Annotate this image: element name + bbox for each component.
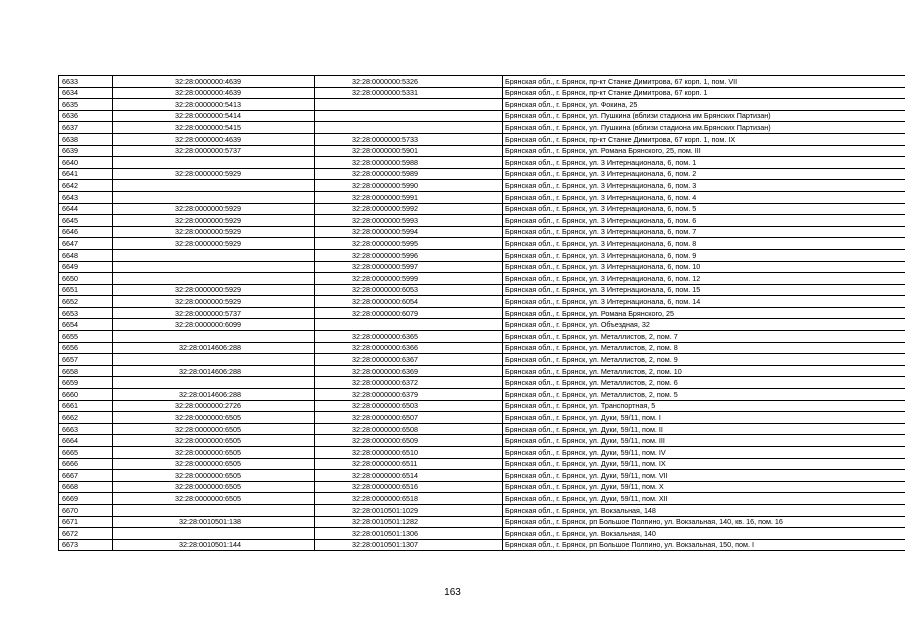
address-cell: Брянская обл., г. Брянск, ул. 3 Интернационала, 6, пом. 7 xyxy=(503,226,905,238)
parent-cadastral-number-cell: 32:28:0000000:6505 xyxy=(113,412,315,424)
table-row xyxy=(59,365,905,377)
address-cell: Брянская обл., г. Брянск, ул. Объездная, 32 xyxy=(503,319,905,331)
row-number-cell: 6653 xyxy=(59,307,113,319)
row-number-cell: 6666 xyxy=(59,458,113,470)
address-cell: Брянская обл., г. Брянск, ул. 3 Интернационала, 6, пом. 9 xyxy=(503,249,905,261)
parent-cadastral-number-cell: 32:28:0000000:6505 xyxy=(113,458,315,470)
cadastral-number-cell: 32:28:0000000:5331 xyxy=(315,87,503,99)
table-row xyxy=(59,180,905,192)
row-number-cell: 6638 xyxy=(59,133,113,145)
cadastral-number-cell: 32:28:0000000:5992 xyxy=(315,203,503,215)
cadastral-number-cell: 32:28:0000000:6518 xyxy=(315,493,503,505)
table-row xyxy=(59,354,905,366)
row-number-cell: 6667 xyxy=(59,470,113,482)
parent-cadastral-number-cell: 32:28:0000000:6505 xyxy=(113,447,315,459)
address-cell: Брянская обл., г. Брянск, ул. 3 Интернационала, 6, пом. 4 xyxy=(503,191,905,203)
address-cell: Брянская обл., г. Брянск, ул. Металлистов, 2, пом. 7 xyxy=(503,331,905,343)
address-cell: Брянская обл., г. Брянск, пр-кт Станке Димитрова, 67 корп. 1, пом. VII xyxy=(503,76,905,88)
cadastral-number-cell: 32:28:0000000:6079 xyxy=(315,307,503,319)
row-number-cell: 6657 xyxy=(59,354,113,366)
address-cell: Брянская обл., г. Брянск, ул. Дуки, 59/11, пом. III xyxy=(503,435,905,447)
parent-cadastral-number-cell: 32:28:0000000:4639 xyxy=(113,133,315,145)
address-cell: Брянская обл., г. Брянск, ул. Металлистов, 2, пом. 9 xyxy=(503,354,905,366)
row-number-cell: 6644 xyxy=(59,203,113,215)
parent-cadastral-number-cell: 32:28:0000000:6505 xyxy=(113,493,315,505)
address-cell: Брянская обл., г. Брянск, ул. Дуки, 59/11, пом. VII xyxy=(503,470,905,482)
cadastral-number-cell: 32:28:0000000:5990 xyxy=(315,180,503,192)
row-number-cell: 6651 xyxy=(59,284,113,296)
address-cell: Брянская обл., г. Брянск, ул. Пушкина (вблизи стадиона им.Брянских Партизан) xyxy=(503,122,905,134)
address-cell: Брянская обл., г. Брянск, ул. Вокзальная, 140 xyxy=(503,528,905,540)
cadastral-number-cell: 32:28:0000000:6372 xyxy=(315,377,503,389)
cadastral-registry-table xyxy=(58,75,905,551)
row-number-cell: 6658 xyxy=(59,365,113,377)
cadastral-number-cell: 32:28:0000000:6508 xyxy=(315,423,503,435)
cadastral-number-cell: 32:28:0000000:6366 xyxy=(315,342,503,354)
cadastral-number-cell: 32:28:0000000:5733 xyxy=(315,133,503,145)
cadastral-number-cell: 32:28:0000000:6367 xyxy=(315,354,503,366)
parent-cadastral-number-cell: 32:28:0010501:138 xyxy=(113,516,315,528)
address-cell: Брянская обл., г. Брянск, ул. Дуки, 59/11, пом. X xyxy=(503,481,905,493)
address-cell: Брянская обл., г. Брянск, ул. 3 Интернационала, 6, пом. 3 xyxy=(503,180,905,192)
cadastral-number-cell: 32:28:0000000:5991 xyxy=(315,191,503,203)
row-number-cell: 6639 xyxy=(59,145,113,157)
parent-cadastral-number-cell: 32:28:0000000:5929 xyxy=(113,168,315,180)
table-row xyxy=(59,87,905,99)
row-number-cell: 6654 xyxy=(59,319,113,331)
address-cell: Брянская обл., г. Брянск, ул. Металлистов, 2, пом. 5 xyxy=(503,389,905,401)
address-cell: Брянская обл., г. Брянск, ул. Дуки, 59/11, пом. XII xyxy=(503,493,905,505)
address-cell: Брянская обл., г. Брянск, ул. Транспортная, 5 xyxy=(503,400,905,412)
row-number-cell: 6648 xyxy=(59,249,113,261)
parent-cadastral-number-cell: 32:28:0000000:5929 xyxy=(113,238,315,250)
parent-cadastral-number-cell: 32:28:0000000:2726 xyxy=(113,400,315,412)
row-number-cell: 6645 xyxy=(59,215,113,227)
address-cell: Брянская обл., г. Брянск, ул. 3 Интернационала, 6, пом. 15 xyxy=(503,284,905,296)
cadastral-number-cell xyxy=(315,319,503,331)
table-row xyxy=(59,504,905,516)
cadastral-number-cell: 32:28:0010501:1282 xyxy=(315,516,503,528)
row-number-cell: 6668 xyxy=(59,481,113,493)
cadastral-number-cell: 32:28:0000000:5989 xyxy=(315,168,503,180)
table-row xyxy=(59,412,905,424)
row-number-cell: 6640 xyxy=(59,157,113,169)
cadastral-number-cell: 32:28:0000000:5999 xyxy=(315,273,503,285)
table-row xyxy=(59,99,905,111)
parent-cadastral-number-cell: 32:28:0000000:5737 xyxy=(113,145,315,157)
address-cell: Брянская обл., г. Брянск, ул. 3 Интернационала, 6, пом. 5 xyxy=(503,203,905,215)
parent-cadastral-number-cell: 32:28:0000000:6505 xyxy=(113,435,315,447)
address-cell: Брянская обл., г. Брянск, ул. Металлистов, 2, пом. 8 xyxy=(503,342,905,354)
row-number-cell: 6663 xyxy=(59,423,113,435)
table-row xyxy=(59,168,905,180)
parent-cadastral-number-cell: 32:28:0000000:5929 xyxy=(113,284,315,296)
table-row xyxy=(59,76,905,88)
address-cell: Брянская обл., г. Брянск, ул. 3 Интернационала, 6, пом. 14 xyxy=(503,296,905,308)
parent-cadastral-number-cell: 32:28:0000000:5415 xyxy=(113,122,315,134)
table-row xyxy=(59,423,905,435)
cadastral-number-cell: 32:28:0000000:6054 xyxy=(315,296,503,308)
table-row xyxy=(59,273,905,285)
parent-cadastral-number-cell xyxy=(113,249,315,261)
parent-cadastral-number-cell: 32:28:0000000:5737 xyxy=(113,307,315,319)
address-cell: Брянская обл., г. Брянск, ул. 3 Интернационала, 6, пом. 10 xyxy=(503,261,905,273)
row-number-cell: 6643 xyxy=(59,191,113,203)
parent-cadastral-number-cell: 32:28:0014606:288 xyxy=(113,389,315,401)
row-number-cell: 6665 xyxy=(59,447,113,459)
address-cell: Брянская обл., г. Брянск, ул. Дуки, 59/11, пом. II xyxy=(503,423,905,435)
row-number-cell: 6660 xyxy=(59,389,113,401)
parent-cadastral-number-cell: 32:28:0000000:4639 xyxy=(113,87,315,99)
table-row xyxy=(59,470,905,482)
table-row xyxy=(59,331,905,343)
table-row xyxy=(59,458,905,470)
row-number-cell: 6642 xyxy=(59,180,113,192)
table-row xyxy=(59,400,905,412)
parent-cadastral-number-cell: 32:28:0000000:6505 xyxy=(113,423,315,435)
parent-cadastral-number-cell: 32:28:0010501:144 xyxy=(113,539,315,551)
table-row xyxy=(59,539,905,551)
parent-cadastral-number-cell: 32:28:0000000:6099 xyxy=(113,319,315,331)
cadastral-number-cell: 32:28:0000000:6511 xyxy=(315,458,503,470)
address-cell: Брянская обл., г. Брянск, ул. Романа Брянского, 25 xyxy=(503,307,905,319)
table-row xyxy=(59,145,905,157)
parent-cadastral-number-cell xyxy=(113,273,315,285)
cadastral-number-cell: 32:28:0000000:6503 xyxy=(315,400,503,412)
cadastral-number-cell: 32:28:0000000:6516 xyxy=(315,481,503,493)
row-number-cell: 6659 xyxy=(59,377,113,389)
row-number-cell: 6641 xyxy=(59,168,113,180)
table-row xyxy=(59,191,905,203)
address-cell: Брянская обл., г. Брянск, ул. Дуки, 59/11, пом. IX xyxy=(503,458,905,470)
cadastral-number-cell: 32:28:0000000:5326 xyxy=(315,76,503,88)
table-row xyxy=(59,238,905,250)
parent-cadastral-number-cell xyxy=(113,528,315,540)
row-number-cell: 6669 xyxy=(59,493,113,505)
row-number-cell: 6647 xyxy=(59,238,113,250)
parent-cadastral-number-cell: 32:28:0000000:6505 xyxy=(113,481,315,493)
table-row xyxy=(59,516,905,528)
parent-cadastral-number-cell xyxy=(113,377,315,389)
table-row xyxy=(59,226,905,238)
cadastral-number-cell: 32:28:0010501:1307 xyxy=(315,539,503,551)
row-number-cell: 6664 xyxy=(59,435,113,447)
table-row xyxy=(59,481,905,493)
row-number-cell: 6652 xyxy=(59,296,113,308)
row-number-cell: 6662 xyxy=(59,412,113,424)
address-cell: Брянская обл., г. Брянск, ул. Пушкина (вблизи стадиона им Брянских Партизан) xyxy=(503,110,905,122)
row-number-cell: 6661 xyxy=(59,400,113,412)
cadastral-number-cell xyxy=(315,110,503,122)
address-cell: Брянская обл., г. Брянск, пр-кт Станке Димитрова, 67 корп. 1 xyxy=(503,87,905,99)
address-cell: Брянская обл., г. Брянск, ул. Металлистов, 2, пом. 6 xyxy=(503,377,905,389)
table-row xyxy=(59,342,905,354)
parent-cadastral-number-cell xyxy=(113,354,315,366)
address-cell: Брянская обл., г. Брянск, пр-кт Станке Димитрова, 67 корп. 1, пом. IX xyxy=(503,133,905,145)
address-cell: Брянская обл., г. Брянск, ул. 3 Интернационала, 6, пом. 1 xyxy=(503,157,905,169)
cadastral-number-cell: 32:28:0000000:6510 xyxy=(315,447,503,459)
table-row xyxy=(59,528,905,540)
page-number: 163 xyxy=(444,587,461,598)
row-number-cell: 6655 xyxy=(59,331,113,343)
address-cell: Брянская обл., г. Брянск, ул. 3 Интернационала, 6, пом. 6 xyxy=(503,215,905,227)
cadastral-number-cell: 32:28:0000000:6053 xyxy=(315,284,503,296)
row-number-cell: 6672 xyxy=(59,528,113,540)
parent-cadastral-number-cell: 32:28:0000000:5929 xyxy=(113,203,315,215)
cadastral-number-cell: 32:28:0010501:1306 xyxy=(315,528,503,540)
parent-cadastral-number-cell xyxy=(113,180,315,192)
row-number-cell: 6637 xyxy=(59,122,113,134)
parent-cadastral-number-cell: 32:28:0000000:5929 xyxy=(113,215,315,227)
table-row xyxy=(59,447,905,459)
table-row xyxy=(59,249,905,261)
cadastral-number-cell: 32:28:0010501:1029 xyxy=(315,504,503,516)
parent-cadastral-number-cell: 32:28:0000000:4639 xyxy=(113,76,315,88)
address-cell: Брянская обл., г. Брянск, ул. Металлистов, 2, пом. 10 xyxy=(503,365,905,377)
table-row xyxy=(59,307,905,319)
parent-cadastral-number-cell: 32:28:0014606:288 xyxy=(113,342,315,354)
cadastral-number-cell: 32:28:0000000:6509 xyxy=(315,435,503,447)
row-number-cell: 6636 xyxy=(59,110,113,122)
table-row xyxy=(59,389,905,401)
table-row xyxy=(59,319,905,331)
table-row xyxy=(59,122,905,134)
cadastral-number-cell: 32:28:0000000:5996 xyxy=(315,249,503,261)
table-row xyxy=(59,435,905,447)
address-cell: Брянская обл., г. Брянск, ул. Вокзальная, 148 xyxy=(503,504,905,516)
row-number-cell: 6649 xyxy=(59,261,113,273)
cadastral-number-cell: 32:28:0000000:5997 xyxy=(315,261,503,273)
address-cell: Брянская обл., г. Брянск, ул. 3 Интернационала, 6, пом. 12 xyxy=(503,273,905,285)
parent-cadastral-number-cell: 32:28:0000000:5414 xyxy=(113,110,315,122)
parent-cadastral-number-cell: 32:28:0014606:288 xyxy=(113,365,315,377)
table-row xyxy=(59,203,905,215)
cadastral-number-cell: 32:28:0000000:6379 xyxy=(315,389,503,401)
cadastral-number-cell: 32:28:0000000:6369 xyxy=(315,365,503,377)
table-row xyxy=(59,215,905,227)
parent-cadastral-number-cell: 32:28:0000000:5929 xyxy=(113,226,315,238)
address-cell: Брянская обл., г. Брянск, ул. Дуки, 59/11, пом. IV xyxy=(503,447,905,459)
table-row xyxy=(59,284,905,296)
row-number-cell: 6650 xyxy=(59,273,113,285)
address-cell: Брянская обл., г. Брянск, ул. Фокина, 25 xyxy=(503,99,905,111)
row-number-cell: 6670 xyxy=(59,504,113,516)
row-number-cell: 6673 xyxy=(59,539,113,551)
parent-cadastral-number-cell xyxy=(113,504,315,516)
row-number-cell: 6634 xyxy=(59,87,113,99)
row-number-cell: 6646 xyxy=(59,226,113,238)
address-cell: Брянская обл., г. Брянск, ул. 3 Интернационала, 6, пом. 2 xyxy=(503,168,905,180)
cadastral-number-cell: 32:28:0000000:5994 xyxy=(315,226,503,238)
address-cell: Брянская обл., г. Брянск, ул. Дуки, 59/11, пом. I xyxy=(503,412,905,424)
parent-cadastral-number-cell: 32:28:0000000:5929 xyxy=(113,296,315,308)
table-row xyxy=(59,157,905,169)
cadastral-number-cell: 32:28:0000000:6507 xyxy=(315,412,503,424)
row-number-cell: 6656 xyxy=(59,342,113,354)
cadastral-number-cell xyxy=(315,122,503,134)
row-number-cell: 6671 xyxy=(59,516,113,528)
registry-table-body xyxy=(59,76,905,551)
table-row xyxy=(59,377,905,389)
address-cell: Брянская обл., г. Брянск, ул. Романа Брянского, 25, пом. III xyxy=(503,145,905,157)
address-cell: Брянская обл., г. Брянск, ул. 3 Интернационала, 6, пом. 8 xyxy=(503,238,905,250)
parent-cadastral-number-cell xyxy=(113,191,315,203)
cadastral-number-cell: 32:28:0000000:5901 xyxy=(315,145,503,157)
row-number-cell: 6635 xyxy=(59,99,113,111)
parent-cadastral-number-cell: 32:28:0000000:5413 xyxy=(113,99,315,111)
cadastral-number-cell: 32:28:0000000:5995 xyxy=(315,238,503,250)
cadastral-number-cell: 32:28:0000000:5988 xyxy=(315,157,503,169)
table-row xyxy=(59,133,905,145)
cadastral-number-cell xyxy=(315,99,503,111)
parent-cadastral-number-cell xyxy=(113,331,315,343)
address-cell: Брянская обл., г. Брянск, рп Большое Полпино, ул. Вокзальная, 140, кв. 16, пом. 16 xyxy=(503,516,905,528)
table-row xyxy=(59,110,905,122)
parent-cadastral-number-cell xyxy=(113,261,315,273)
table-row xyxy=(59,261,905,273)
table-row xyxy=(59,296,905,308)
cadastral-number-cell: 32:28:0000000:6514 xyxy=(315,470,503,482)
parent-cadastral-number-cell: 32:28:0000000:6505 xyxy=(113,470,315,482)
table-row xyxy=(59,493,905,505)
cadastral-number-cell: 32:28:0000000:5993 xyxy=(315,215,503,227)
parent-cadastral-number-cell xyxy=(113,157,315,169)
row-number-cell: 6633 xyxy=(59,76,113,88)
address-cell: Брянская обл., г. Брянск, рп Большое Полпино, ул. Вокзальная, 150, пом. I xyxy=(503,539,905,551)
cadastral-number-cell: 32:28:0000000:6365 xyxy=(315,331,503,343)
